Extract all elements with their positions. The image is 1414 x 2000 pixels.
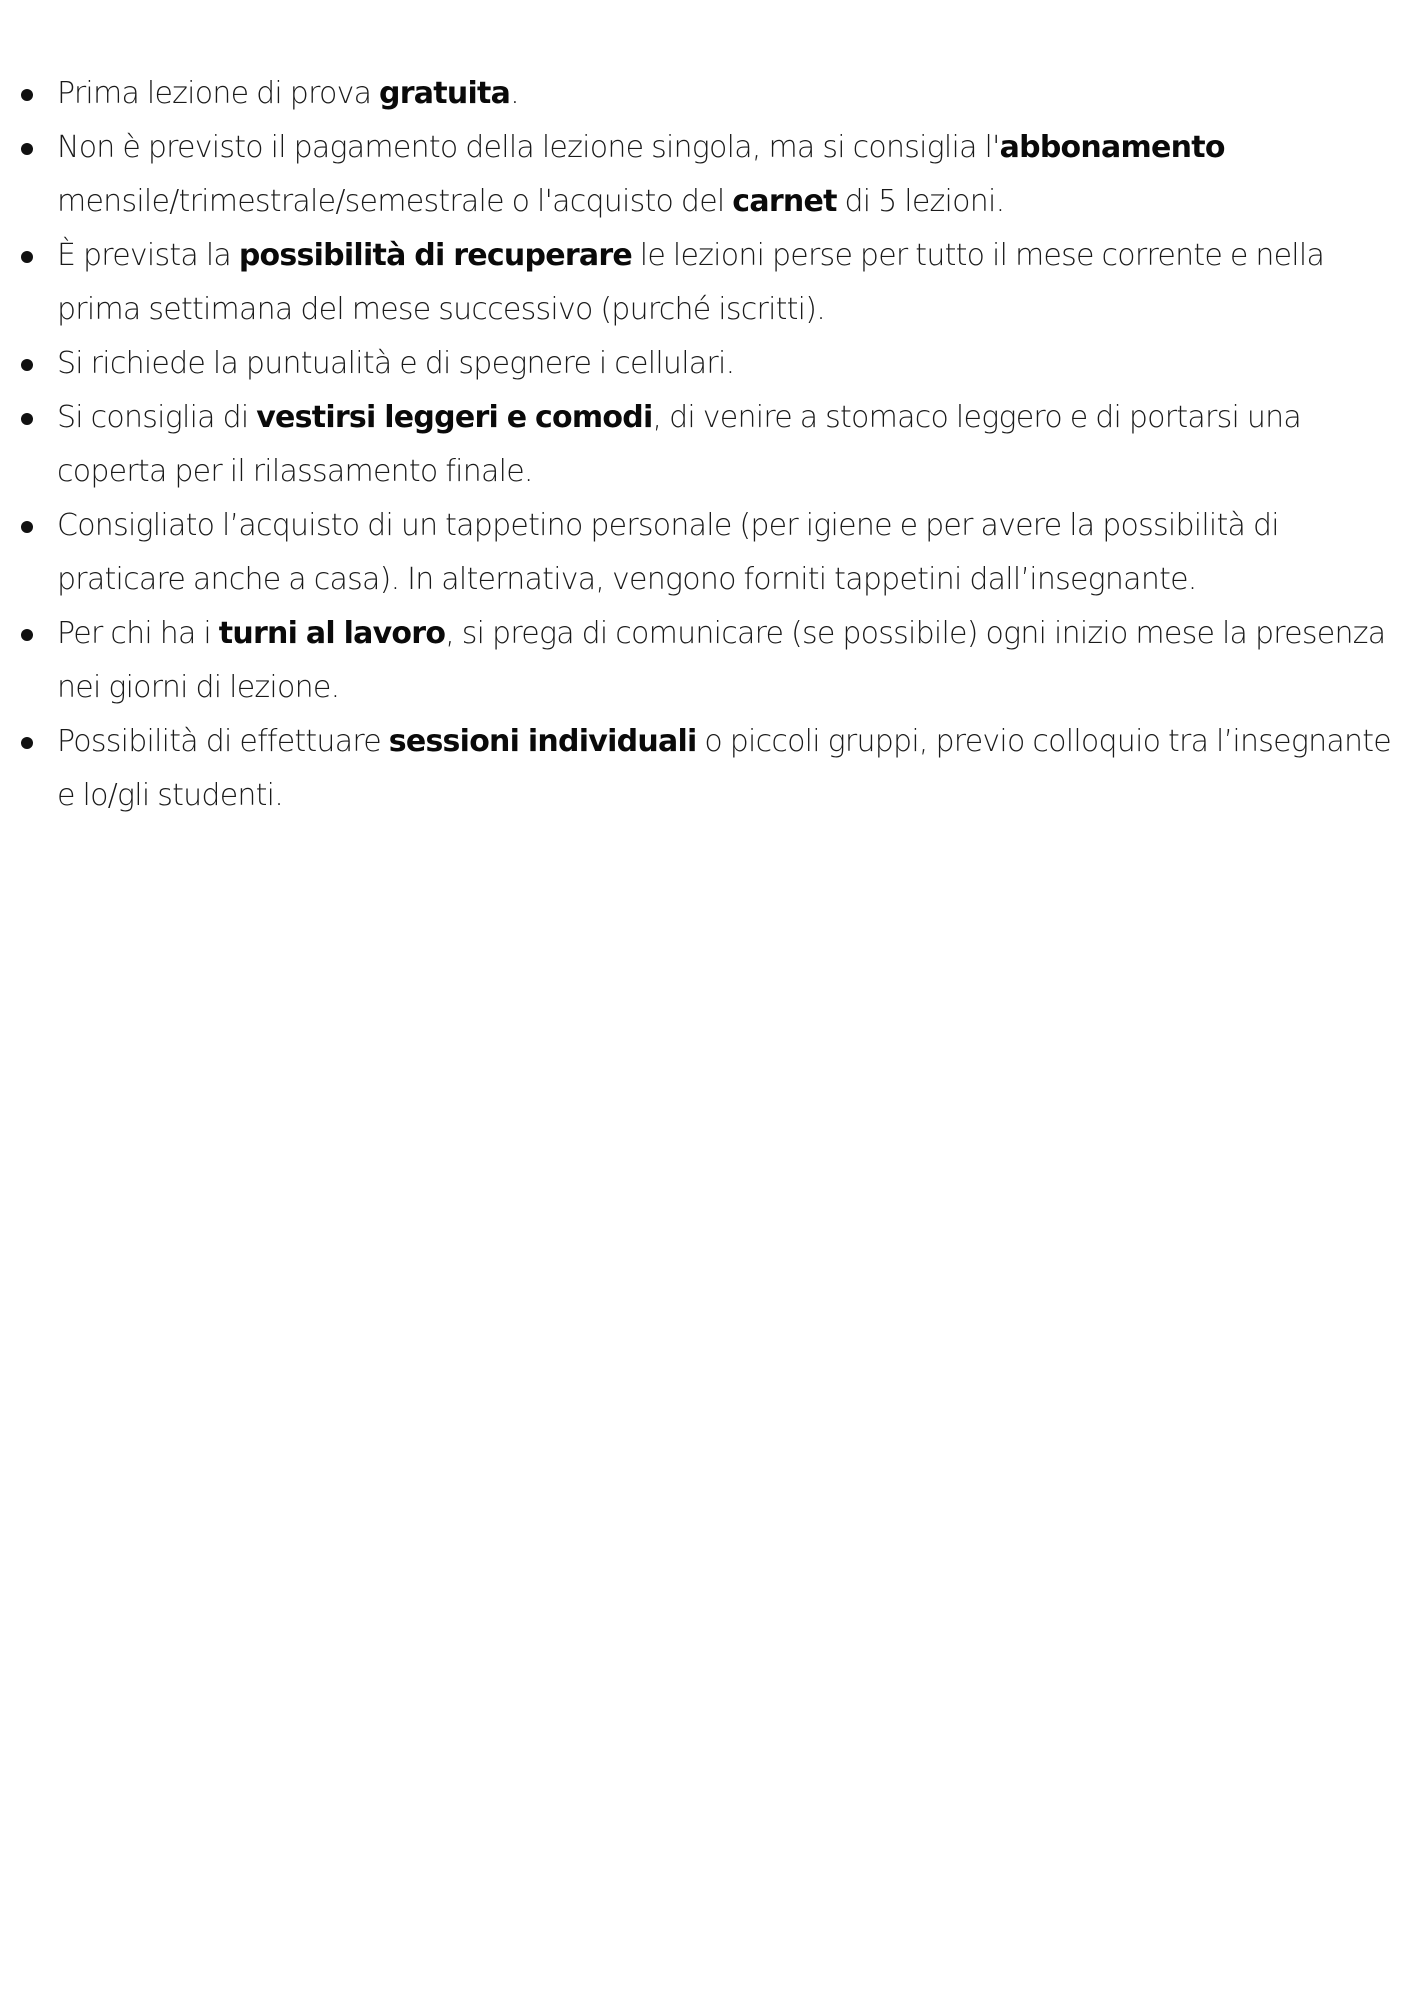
rules-list [57,67,1402,823]
item-text: Consigliato l’acquisto di un tappetino personale (per igiene e per avere la possibilità di praticare anche a casa). In alternativa, vengono forniti tappetini dall’insegnante. [57,508,1279,597]
item-text: Per chi ha i [57,616,219,651]
item-text: le lezioni perse per tutto il mese corrente e nella prima settimana del mese successivo (purché iscritti). [57,238,1325,327]
bold-text: vestirsi leggeri e comodi [256,400,653,435]
bold-text: turni al lavoro [218,616,446,651]
list-item [57,391,1402,499]
item-text: Possibilità di effettuare [57,724,389,759]
item-text: . [510,76,519,111]
list-item [57,67,1402,121]
bold-text: sessioni individuali [388,724,697,759]
item-text: , si prega di comunicare (se possibile) ogni inizio mese la presenza nei giorni di lezione. [57,616,1386,705]
item-text: Prima lezione di prova [57,76,380,111]
item-text: Si consiglia di [57,400,257,435]
item-text: Non è previsto il pagamento della lezione singola, ma si consiglia l' [57,130,1000,165]
list-item [57,229,1402,337]
list-item [57,607,1402,715]
list-item [57,121,1402,229]
list-item [57,715,1402,823]
bold-text: possibilità di recuperare [238,238,632,273]
bold-text: carnet [732,184,837,219]
list-item [57,499,1402,607]
item-text: , di venire a stomaco leggero e di portarsi una coperta per il rilassamento finale. [57,400,1302,489]
bold-text: abbonamento [999,130,1225,165]
item-text: Si richiede la puntualità e di spegnere i cellulari. [57,346,735,381]
bold-text: gratuita [379,76,511,111]
item-text: di 5 lezioni. [836,184,1005,219]
item-text: o piccoli gruppi, previo colloquio tra l’insegnante e lo/gli studenti. [57,724,1391,813]
list-item [57,337,1402,391]
item-text: È prevista la [57,238,239,273]
item-text: mensile/trimestrale/semestrale o l'acquisto del [57,184,733,219]
